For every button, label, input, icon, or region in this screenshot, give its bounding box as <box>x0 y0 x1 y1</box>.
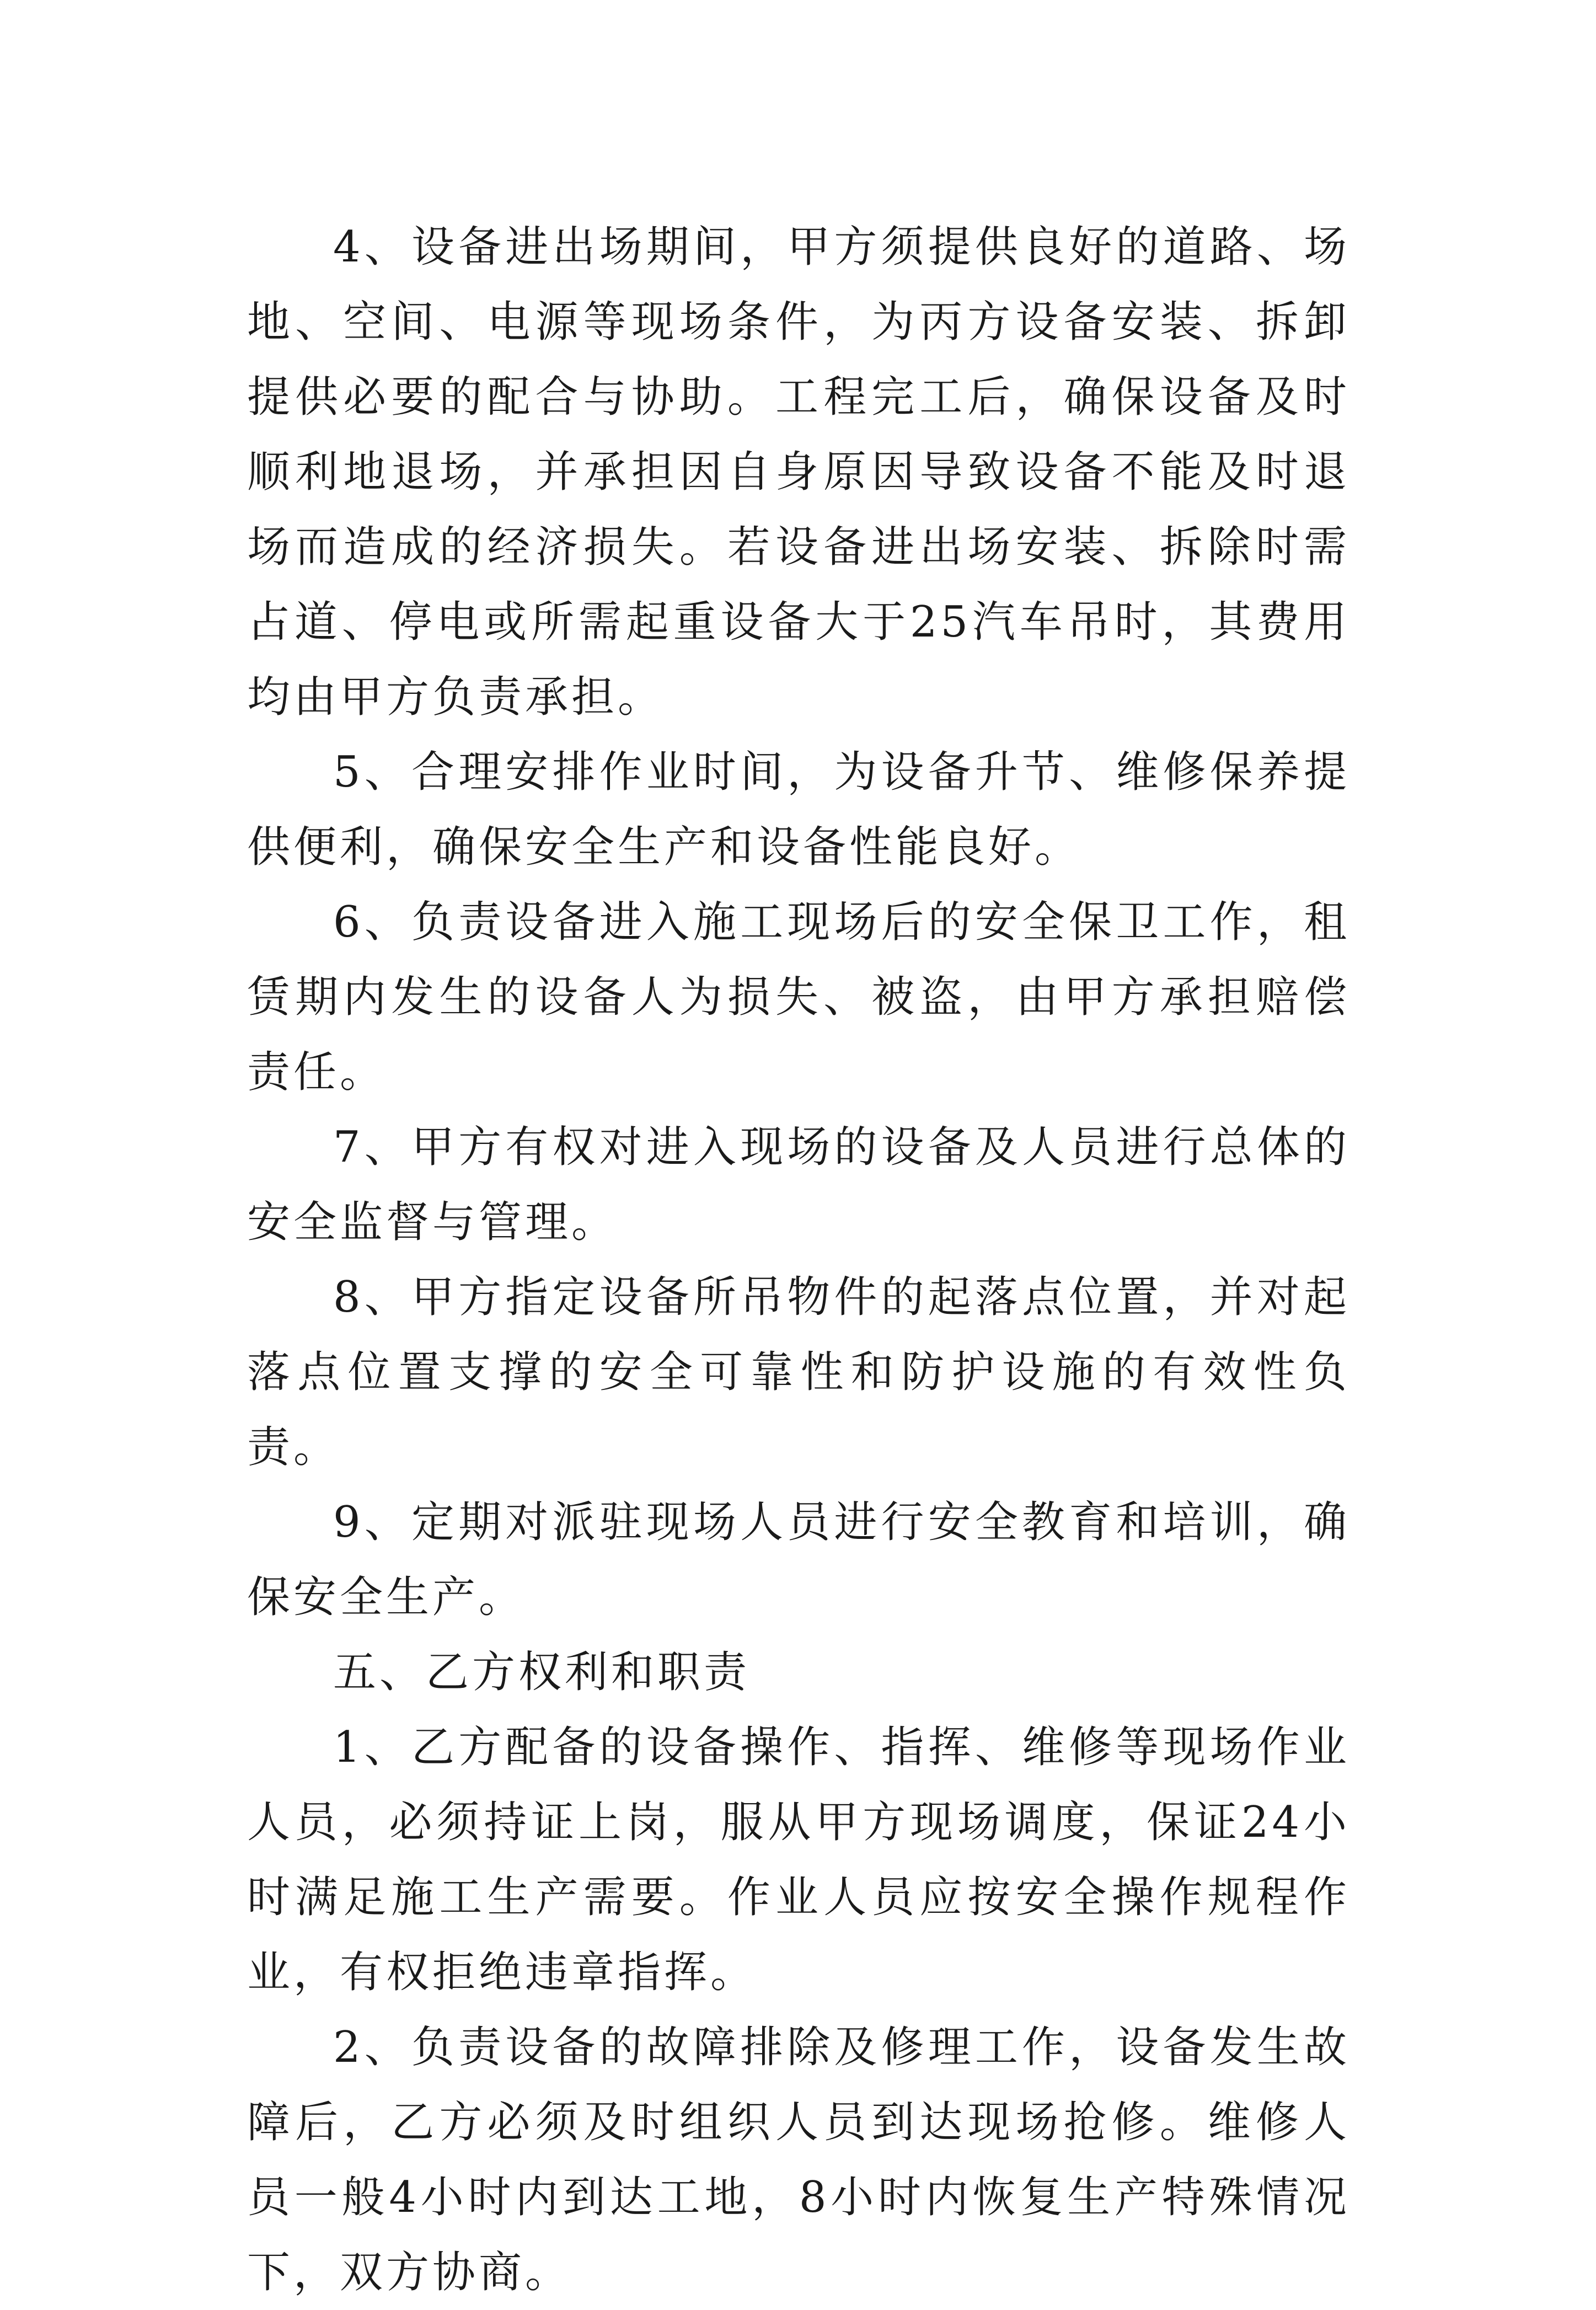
paragraph-item-6: 6、负责设备进入施工现场后的安全保卫工作，租赁期内发生的设备人为损失、被盗，由甲方承担赔偿责任。 <box>247 897 1350 1097</box>
paragraph-item-7: 7、甲方有权对进入现场的设备及人员进行总体的安全监督与管理。 <box>247 1122 1350 1247</box>
document-body <box>247 210 1350 2310</box>
section-paragraph-2: 2、负责设备的故障排除及修理工作，设备发生故障后，乙方必须及时组织人员到达现场抢修。维修人员一般4小时内到达工地，8小时内恢复生产特殊情况下，双方协商。 <box>247 2023 1350 2297</box>
paragraph-item-8: 8、甲方指定设备所吊物件的起落点位置，并对起落点位置支撑的安全可靠性和防护设施的有效性负责。 <box>247 1272 1350 1472</box>
paragraph-item-4: 4、设备进出场期间，甲方须提供良好的道路、场地、空间、电源等现场条件，为丙方设备安装、拆卸提供必要的配合与协助。工程完工后，确保设备及时顺利地退场，并承担因自身原因导致设备不能及时退场而造成的经济损失。若设备进出场安装、拆除时需占道、停电或所需起重设备大于25汽车吊时，其费用均由甲方负责承担。 <box>247 222 1350 722</box>
section-paragraph-1: 1、乙方配备的设备操作、指挥、维修等现场作业人员，必须持证上岗，服从甲方现场调度，保证24小时满足施工生产需要。作业人员应按安全操作规程作业，有权拒绝违章指挥。 <box>247 1723 1350 1997</box>
section-heading: 五、乙方权利和职责 <box>333 1648 751 1697</box>
paragraph-item-9: 9、定期对派驻现场人员进行安全教育和培训，确保安全生产。 <box>247 1498 1350 1622</box>
paragraph-item-5: 5、合理安排作业时间，为设备升节、维修保养提供便利，确保安全生产和设备性能良好。 <box>247 747 1350 872</box>
